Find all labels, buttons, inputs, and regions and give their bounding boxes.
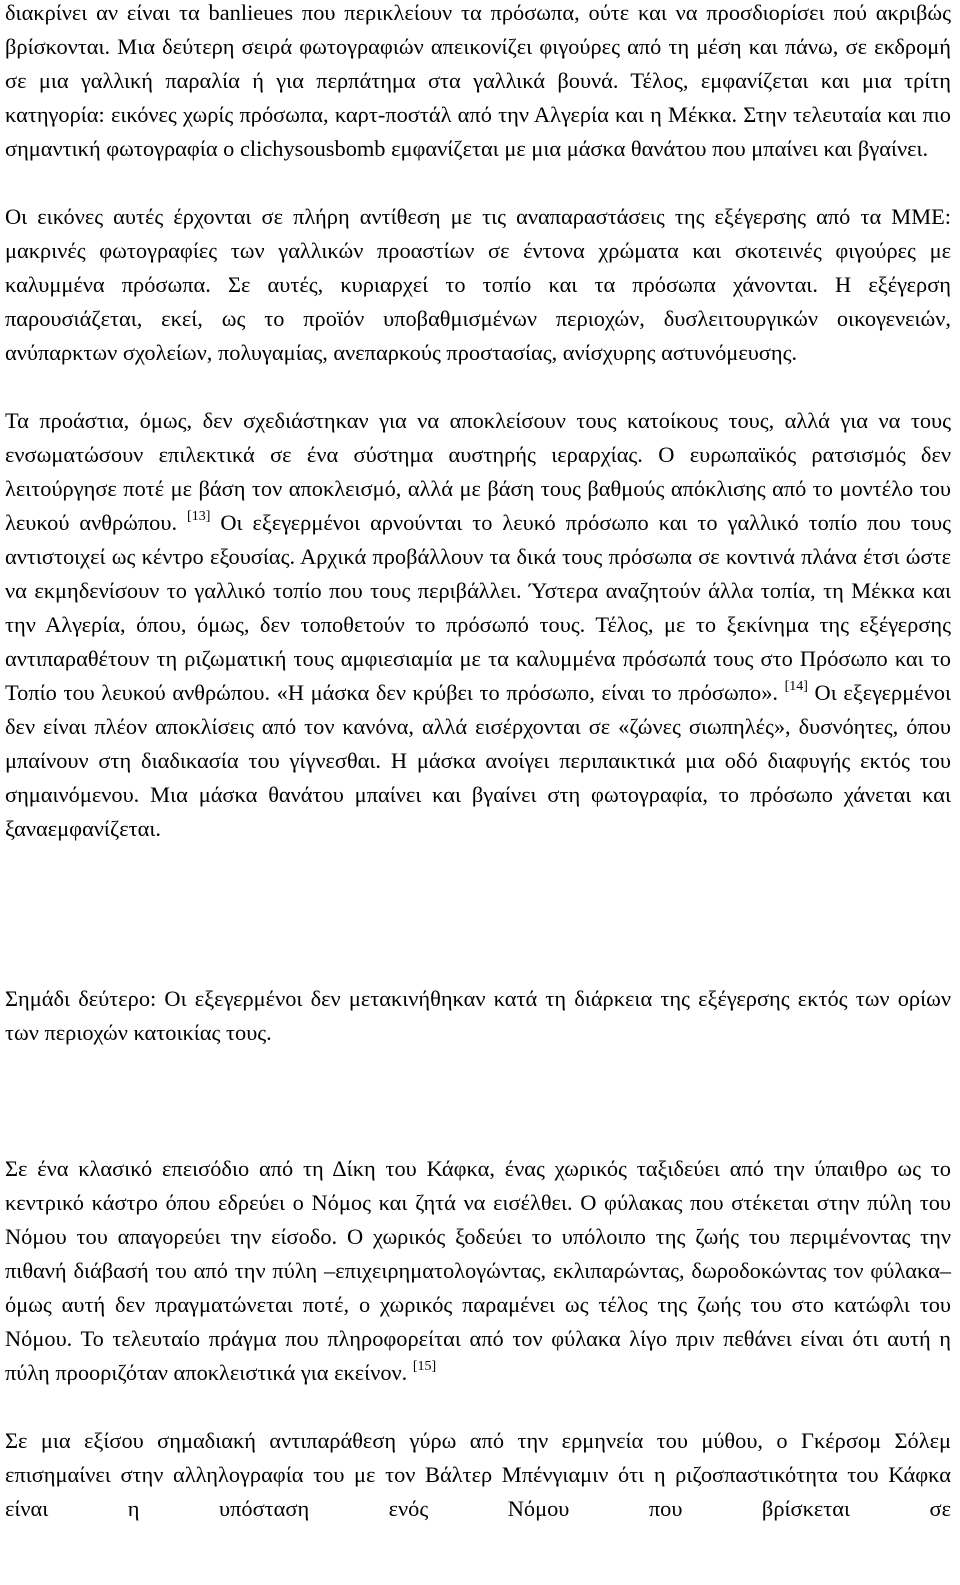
paragraph-3 (5, 404, 951, 846)
paragraph-3-part-2: Οι εξεγερμένοι αρνούνται το λευκό πρόσωπο και το γαλλικό τοπίο που τους αντιστοιχεί ως κέντρο εξουσίας. Αρχικά προβάλλουν τα δικά τους πρόσωπα σε κοντινά πλάνα έτσι ώστε να εκμηδενίσουν το γαλλικό τοπίο που τους περιβάλλει. Ύστερα αναζητούν άλλα τοπία, τη Μέκκα και την Αλγερία, όπου, όμως, δεν τοποθετούν το πρόσωπό τους. Τέλος, με το ξεκίνημα της εξέγερσης αντιπαραθέτουν τη ριζωματική τους αμφιεσιαμία με τα καλυμμένα πρόσωπά τους στο Πρόσωπο και το Τοπίο του λευκού ανθρώπου. «Η μάσκα δεν κρύβει το πρόσωπο, είναι το πρόσωπο». (5, 510, 951, 705)
paragraph-2: Οι εικόνες αυτές έρχονται σε πλήρη αντίθεση με τις αναπαραστάσεις της εξέγερσης από τα ΜΜΕ: μακρινές φωτογραφίες των γαλλικών προαστίων σε έντονα χρώματα και σκοτεινές φιγούρες με καλυμμένα πρόσωπα. Σε αυτές, κυριαρχεί το τοπίο και τα πρόσωπα χάνονται. Η εξέγερση παρουσιάζεται, εκεί, ως το προϊόν υποβαθμισμένων περιοχών, δυσλειτουργικών οικογενειών, ανύπαρκτων σχολείων, πολυγαμίας, ανεπαρκούς προστασίας, ανίσχυρης αστυνόμευσης. (5, 204, 951, 365)
paragraph-5 (5, 1152, 951, 1390)
footnote-ref-13[interactable]: [13] (187, 508, 211, 524)
footnote-ref-14[interactable]: [14] (784, 678, 808, 694)
paragraph-6: Σε μια εξίσου σημαδιακή αντιπαράθεση γύρω από την ερμηνεία του μύθου, ο Γκέρσομ Σόλεμ επισημαίνει στην αλληλογραφία του με τον Βάλτερ Μπένγιαμιν ότι η ριζοσπαστικότητα του Κάφκα είναι η υπόσταση ενός Νόμου που βρίσκεται σε (5, 1428, 951, 1521)
paragraph-3-part-3: Οι εξεγερμένοι δεν είναι πλέον αποκλίσεις από τον κανόνα, αλλά εισέρχονται σε «ζώνες σιωπηλές», δυσνόητες, όπου μπαίνουν στη διαδικασία του γίγνεσθαι. Η μάσκα ανοίγει περιπαικτικά μια οδό διαφυγής εκτός του σημαινόμενου. Μια μάσκα θανάτου μπαίνει και βγαίνει στη φωτογραφία, το πρόσωπο χάνεται και ξαναεμφανίζεται. (5, 680, 951, 841)
footnote-ref-15[interactable]: [15] (412, 1358, 437, 1374)
document-page (5, 0, 951, 1526)
paragraph-1: διακρίνει αν είναι τα banlieues που περικλείουν τα πρόσωπα, ούτε και να προσδιορίσει πού ακριβώς βρίσκονται. Μια δεύτερη σειρά φωτογραφιών απεικονίζει φιγούρες από τη μέση και πάνω, σε εκδρομή σε μια γαλλική παραλία ή για περπάτημα στα γαλλικά βουνά. Τέλος, εμφανίζεται και μια τρίτη κατηγορία: εικόνες χωρίς πρόσωπα, καρτ-ποστάλ από την Αλγερία και η Μέκκα. Στην τελευταία και πιο σημαντική φωτογραφία ο clichysousbomb εμφανίζεται με μια μάσκα θανάτου που μπαίνει και βγαίνει. (5, 0, 951, 161)
section-heading-sign-two: Σημάδι δεύτερο: Οι εξεγερμένοι δεν μετακινήθηκαν κατά τη διάρκεια της εξέγερσης εκτός των ορίων των περιοχών κατοικίας τους. (5, 986, 951, 1045)
spacer (5, 846, 951, 982)
paragraph-5-text: Σε ένα κλασικό επεισόδιο από τη Δίκη του Κάφκα, ένας χωρικός ταξιδεύει από την ύπαιθρο ως το κεντρικό κάστρο όπου εδρεύει ο Νόμος και ζητά να εισέλθει. Ο φύλακας που στέκεται στην πύλη του Νόμου του απαγορεύει την είσοδο. Ο χωρικός ξοδεύει το υπόλοιπο της ζωής του περιμένοντας την πιθανή διάβασή του από την πύλη –επιχειρηματολογώντας, εκλιπαρώντας, δωροδοκώντας τον φύλακα– όμως αυτή δεν πραγματώνεται ποτέ, ο χωρικός παραμένει ως τέλος της ζωής του στο κατώφλι του Νόμου. Το τελευταίο πράγμα που πληροφορείται από τον φύλακα λίγο πριν πεθάνει είναι ότι αυτή η πύλη προοριζόταν αποκλειστικά για εκείνον. (5, 1156, 951, 1385)
paragraph-3-part-1: Τα προάστια, όμως, δεν σχεδιάστηκαν για να αποκλείσουν τους κατοίκους τους, αλλά για να τους ενσωματώσουν επιλεκτικά σε ένα σύστημα αυστηρής ιεραρχίας. Ο ευρωπαϊκός ρατσισμός δεν λειτούργησε ποτέ με βάση τον αποκλεισμό, αλλά με βάση τους βαθμούς απόκλισης από το μοντέλο του λευκού ανθρώπου. (5, 408, 951, 535)
spacer (5, 1050, 951, 1152)
